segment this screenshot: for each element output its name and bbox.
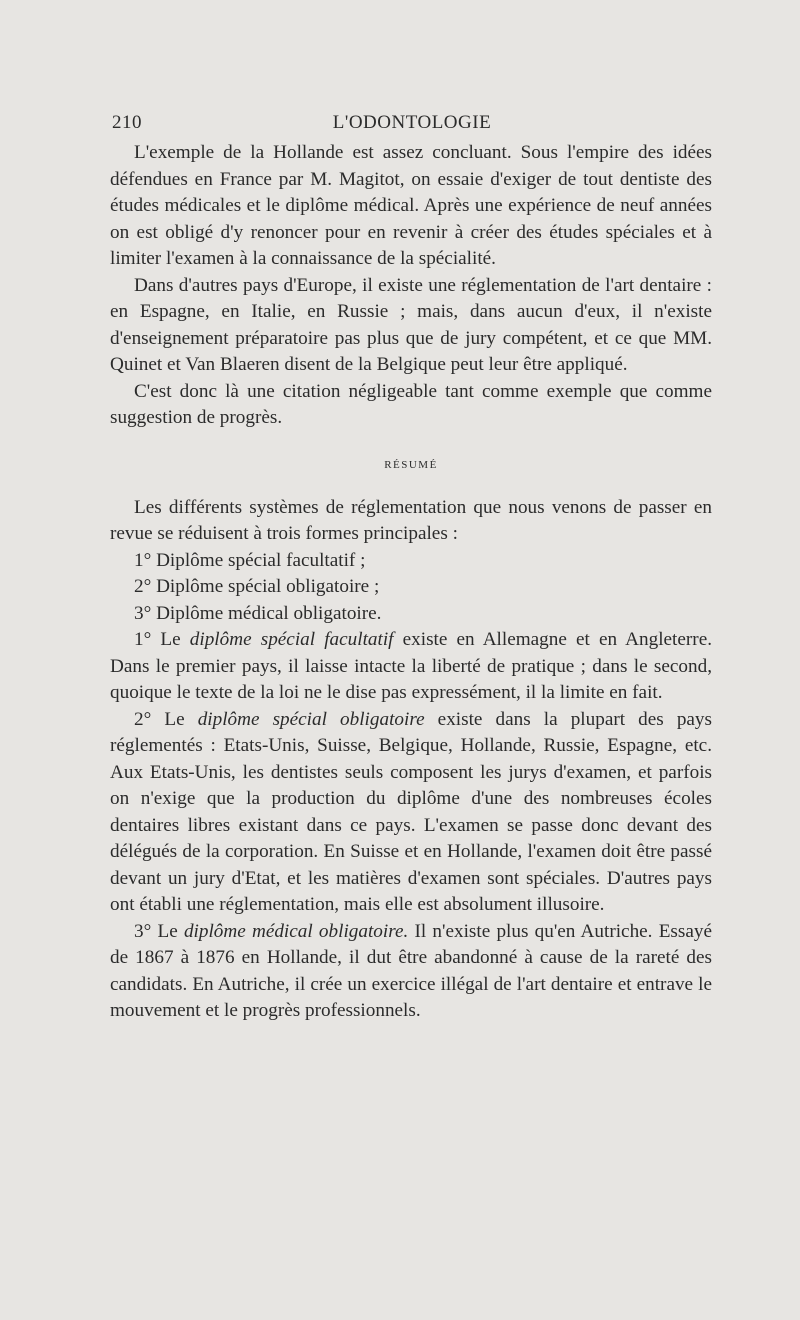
paragraph-prefix: 1° Le [134, 629, 190, 650]
body-text [110, 140, 712, 1025]
list-item: 1° Diplôme spécial facultatif ; [134, 549, 366, 571]
paragraph [110, 627, 712, 707]
paragraph-rest: existe en Allemagne et en Angleterre. Dans le premier pays, il laisse intacte la liberté de pratique ; dans le second, quoique le texte de la loi ne le dise pas expressément, il la limite en fait. [110, 629, 713, 703]
paragraph: Les différents systèmes de réglementation que nous venons de passer en revue se réduisent à trois formes principales : [110, 496, 712, 544]
paragraph [110, 707, 712, 919]
running-title: L'ODONTOLOGIE [332, 112, 492, 133]
paragraph-prefix: 2° Le [134, 708, 198, 730]
paragraph-rest: existe dans la plupart des pays réglementés : Etats-Unis, Suisse, Belgique, Hollande, Russie, Espagne, etc. Aux Etats-Unis, les dentistes seuls composent les jurys d'examen, et parfois on n'exige que la production du diplôme d'une des nombreuses écoles dentaires libres existant dans ce pays. L'examen se passe donc devant des délégués de la corporation. En Suisse et en Hollande, l'examen doit être passé devant un jury d'Etat, et les matières d'examen sont spéciales. D'autres pays ont établi une réglementation, mais elle est absolument illusoire. [110, 708, 712, 915]
paragraph: L'exemple de la Hollande est assez concluant. Sous l'empire des idées défendues en France par M. Magitot, on essaie d'exiger de tout dentiste des études médicales et le diplôme médical. Après une expérience de neuf années on est obligé d'y renoncer pour en revenir à créer des études spéciales et à limiter l'examen à la connaissance de la spécialité. [110, 142, 712, 269]
list-item: 2° Diplôme spécial obligatoire ; [134, 576, 380, 597]
section-heading: RÉSUMÉ [384, 458, 438, 471]
emphasis: diplôme spécial facultatif [189, 629, 394, 650]
list-item: 3° Diplôme médical obligatoire. [134, 602, 382, 624]
paragraph: Dans d'autres pays d'Europe, il existe une réglementation de l'art dentaire : en Espagne, en Italie, en Russie ; mais, dans aucun d'eux, il n'existe d'enseignement préparatoire pas plus que de jury compétent, et ce que MM. Quinet et Van Blaeren disent de la Belgique peut leur être appliqué. [110, 274, 712, 375]
paragraph [110, 919, 712, 1025]
paragraph: C'est donc là une citation négligeable tant comme exemple que comme suggestion de progrès. [110, 380, 712, 428]
emphasis: diplôme spécial obligatoire [197, 708, 425, 730]
paragraph-prefix: 3° Le [134, 920, 184, 942]
page-number: 210 [112, 112, 142, 133]
emphasis: diplôme médical obligatoire. [183, 920, 409, 942]
paragraph-rest: Il n'existe plus qu'en Autriche. Essayé de 1867 à 1876 en Hollande, il dut être abandonné à cause de la rareté des candidats. En Autriche, il crée un exercice illégal de l'art dentaire et entrave le mouvement et le progrès professionnels. [110, 920, 712, 1021]
running-header [112, 112, 712, 140]
